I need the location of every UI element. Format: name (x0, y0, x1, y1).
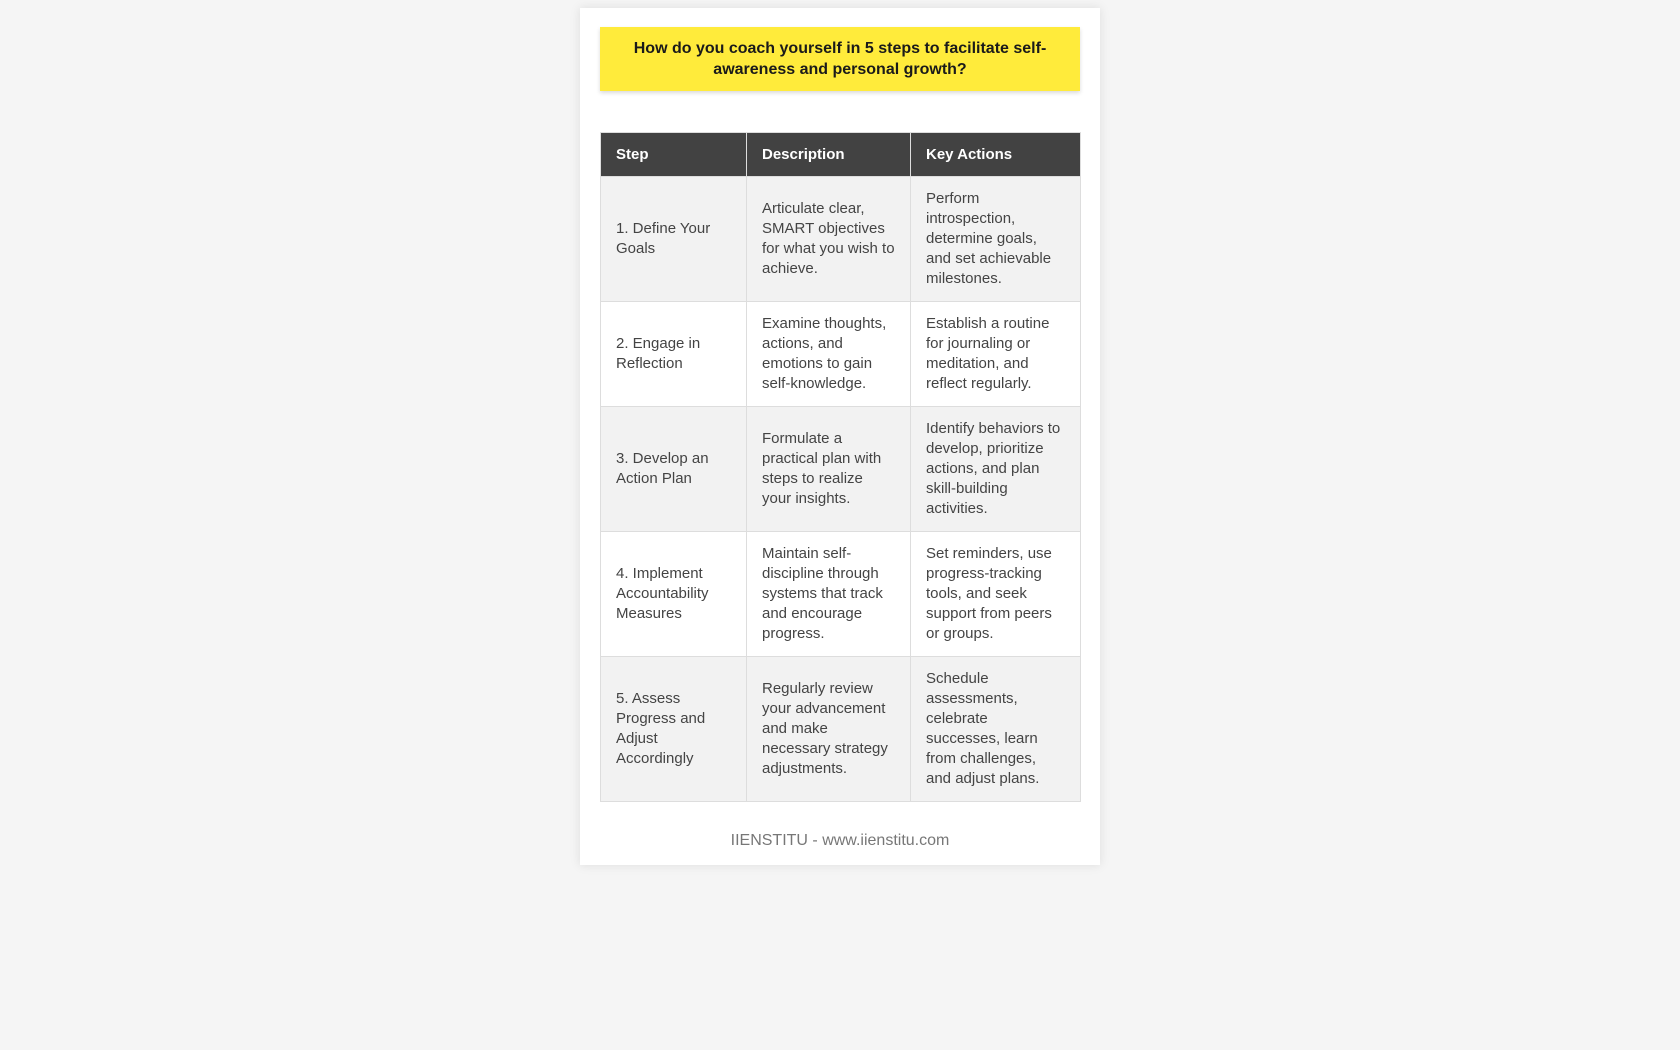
description-cell: Formulate a practical plan with steps to realize your insights. (747, 407, 911, 532)
actions-cell: Perform introspection, determine goals, and set achievable milestones. (911, 177, 1081, 302)
column-header-step: Step (601, 133, 747, 177)
footer-credit: IIENSTITU - www.iienstitu.com (730, 832, 950, 849)
actions-cell: Set reminders, use progress-tracking tools, and seek support from peers or groups. (911, 532, 1081, 657)
title-banner (600, 27, 1080, 91)
table-row (601, 302, 1081, 407)
column-header-key-actions: Key Actions (911, 133, 1081, 177)
step-cell: 4. Implement Accountability Measures (601, 532, 747, 657)
actions-cell: Establish a routine for journaling or meditation, and reflect regularly. (911, 302, 1081, 407)
step-cell: 3. Develop an Action Plan (601, 407, 747, 532)
description-cell: Articulate clear, SMART objectives for what you wish to achieve. (747, 177, 911, 302)
table-header-row (601, 133, 1081, 177)
actions-cell: Schedule assessments, celebrate successes, learn from challenges, and adjust plans. (911, 657, 1081, 802)
description-cell: Examine thoughts, actions, and emotions to gain self-knowledge. (747, 302, 911, 407)
table-row (601, 407, 1081, 532)
description-cell: Regularly review your advancement and make necessary strategy adjustments. (747, 657, 911, 802)
step-cell: 2. Engage in Reflection (601, 302, 747, 407)
step-cell: 5. Assess Progress and Adjust Accordingly (601, 657, 747, 802)
table-row (601, 532, 1081, 657)
steps-table (600, 132, 1081, 802)
page-title: How do you coach yourself in 5 steps to facilitate self-awareness and personal growth? (633, 40, 1047, 78)
actions-cell: Identify behaviors to develop, prioritize actions, and plan skill-building activities. (911, 407, 1081, 532)
step-cell: 1. Define Your Goals (601, 177, 747, 302)
table-row (601, 657, 1081, 802)
table-row (601, 177, 1081, 302)
column-header-description: Description (747, 133, 911, 177)
content-card (580, 8, 1100, 865)
description-cell: Maintain self-discipline through systems that track and encourage progress. (747, 532, 911, 657)
